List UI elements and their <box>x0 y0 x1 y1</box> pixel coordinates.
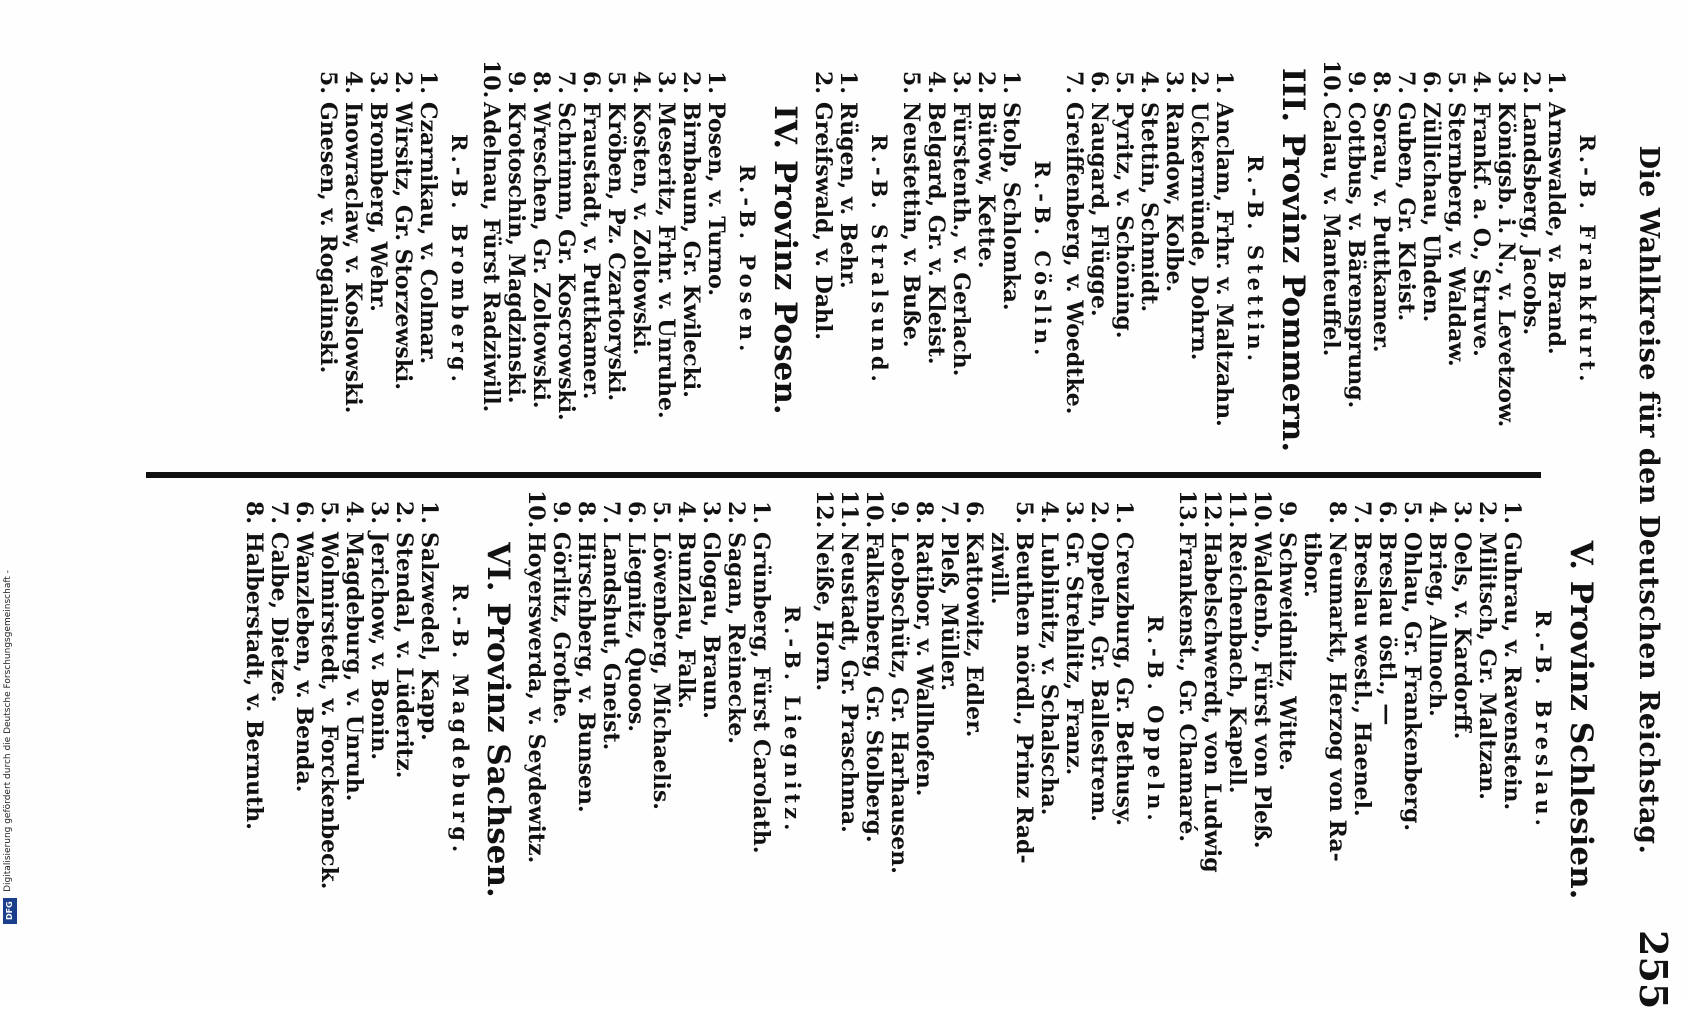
constituency-row <box>748 490 773 950</box>
constituency-row <box>948 60 973 460</box>
district-heading: R.-B. Posen. <box>735 164 760 356</box>
constituency-row <box>1374 490 1399 950</box>
constituency-text: Oels, v. Kardorff. <box>1449 532 1475 740</box>
column-divider <box>146 472 1541 478</box>
constituency-number: 8. <box>241 501 267 524</box>
constituency-number: 3. <box>1449 501 1475 524</box>
constituency-text: Oppeln, Gr. Ballestrem. <box>1086 532 1112 822</box>
constituency-number: 5. <box>1111 71 1137 94</box>
constituency-text: Stolp, Schlomka. <box>998 102 1024 311</box>
constituency-row <box>898 60 923 460</box>
district-heading: R.-B. Cöslin. <box>1030 160 1055 360</box>
constituency-text: Löwenberg, Michaelis. <box>648 532 674 810</box>
constituency-text: Sorau, v. Puttkamer. <box>1368 102 1394 353</box>
page-number: 255 <box>1631 930 1676 1009</box>
constituency-number: 3. <box>948 71 974 94</box>
constituency-number: 1. <box>1111 501 1137 524</box>
constituency-text: Bunzlau, Falk. <box>673 532 699 709</box>
constituency-text: Grünberg, Fürst Carolath. <box>748 532 774 854</box>
constituency-number: 1. <box>415 71 441 94</box>
constituency-text: Frankf. a. O., Struve. <box>1468 102 1494 357</box>
running-title: Die Wahlkreise für den Deutschen Reichstag. <box>1633 145 1664 855</box>
constituency-text: Wanzleben, v. Benda. <box>291 532 317 793</box>
constituency-text: Guhrau, v. Ravenstein. <box>1499 532 1525 811</box>
constituency-number: 4. <box>923 71 949 94</box>
constituency-number: 6. <box>1086 71 1112 94</box>
constituency-text: Wirsitz, Gr. Storzewski. <box>390 102 416 391</box>
constituency-number: 4. <box>628 71 654 94</box>
constituency-text: Stettin, Schmidt. <box>1136 102 1162 313</box>
constituency-text: Naugard, Flügge. <box>1086 102 1112 317</box>
constituency-row <box>523 490 548 950</box>
section-heading: IV. Provinz Posen. <box>767 105 803 415</box>
constituency-number: 10. <box>523 490 549 529</box>
constituency-row <box>1368 60 1393 460</box>
constituency-row <box>1174 490 1199 950</box>
constituency-text: Greifswald, v. Dahl. <box>810 102 836 341</box>
constituency-text: Salzwedel, Kapp. <box>416 532 442 741</box>
constituency-text: Wreschen, Gr. Zoltowski. <box>528 102 554 409</box>
constituency-text: Habelschwerdt, von Ludwig <box>1199 532 1225 873</box>
constituency-number: 8. <box>1324 501 1350 524</box>
constituency-text: Rügen, v. Behr. <box>835 102 861 289</box>
constituency-text: Bromberg, Wehr. <box>365 102 391 312</box>
constituency-text: Brieg, Allnoch. <box>1424 532 1450 717</box>
constituency-row <box>598 490 623 950</box>
district-heading: R.-B. Liegnitz. <box>780 605 805 835</box>
constituency-number: 5. <box>648 501 674 524</box>
constituency-text: Calbe, Dietze. <box>266 532 292 703</box>
constituency-row <box>391 490 416 950</box>
constituency-number: 1. <box>1211 71 1237 94</box>
constituency-row <box>911 490 936 950</box>
constituency-number: 7. <box>1061 71 1087 94</box>
constituency-number: 6. <box>1418 71 1444 94</box>
constituency-number: 5. <box>315 71 341 94</box>
constituency-row <box>1086 60 1111 460</box>
constituency-number: 6. <box>1374 501 1400 524</box>
constituency-row <box>1224 490 1249 950</box>
constituency-number: 2. <box>1186 71 1212 94</box>
constituency-row <box>1136 60 1161 460</box>
constituency-text: Krotoschin, Magdzinski. <box>503 102 529 404</box>
constituency-row <box>390 60 415 460</box>
constituency-number <box>986 490 1011 532</box>
constituency-text: Hirschberg, v. Bunsen. <box>573 532 599 813</box>
constituency-number: 8. <box>1368 71 1394 94</box>
constituency-row <box>1499 490 1524 950</box>
constituency-text: Pleß, Müller. <box>936 532 962 692</box>
constituency-number: 11. <box>836 490 862 529</box>
constituency-row <box>861 490 886 950</box>
constituency-row <box>315 60 340 460</box>
constituency-row <box>291 490 316 950</box>
constituency-row <box>365 60 390 460</box>
constituency-number: 3. <box>1061 501 1087 524</box>
constituency-row <box>961 490 986 950</box>
constituency-text: Schweidnitz, Witte. <box>1274 532 1300 771</box>
constituency-text: Posen, v. Turno. <box>703 102 729 297</box>
constituency-row <box>1111 490 1136 950</box>
constituency-text: Calau, v. Manteuffel. <box>1318 102 1344 357</box>
constituency-row <box>1318 60 1343 460</box>
constituency-text: Breslau westl., Haenel. <box>1349 532 1375 817</box>
constituency-text: Halberstadt, v. Bernuth. <box>241 532 267 830</box>
constituency-row <box>811 490 836 950</box>
constituency-row <box>1518 60 1543 460</box>
constituency-number: 10. <box>1249 490 1275 529</box>
constituency-number: 1. <box>703 71 729 94</box>
constituency-number: 6. <box>578 71 604 94</box>
constituency-row <box>1199 490 1224 950</box>
constituency-text: Fürstenth., v. Gerlach. <box>948 102 974 377</box>
constituency-row <box>1543 60 1568 460</box>
constituency-number: 5. <box>316 501 342 524</box>
section-heading: III. Provinz Pommern. <box>1275 67 1311 453</box>
constituency-text: Leobschütz, Gr. Harhausen. <box>886 532 912 874</box>
district-heading: R.-B. Magdeburg. <box>448 583 473 857</box>
constituency-text: Neustettin, v. Buße. <box>898 102 924 348</box>
constituency-text: Landsberg, Jacobs. <box>1518 102 1544 336</box>
constituency-text: Kosten, v. Zoltowski. <box>628 102 654 356</box>
constituency-row <box>1493 60 1518 460</box>
constituency-number: 4. <box>341 501 367 524</box>
constituency-row <box>1299 490 1324 950</box>
constituency-number: 13. <box>1174 490 1200 529</box>
constituency-row <box>1324 490 1349 950</box>
constituency-text: Cottbus, v. Bärensprung. <box>1343 102 1369 409</box>
constituency-row <box>623 490 648 950</box>
constituency-text: Stendal, v. Lüderitz. <box>391 532 417 779</box>
constituency-row <box>241 490 266 950</box>
constituency-number: 9. <box>1343 71 1369 94</box>
constituency-number: 12. <box>811 490 837 529</box>
constituency-row <box>923 60 948 460</box>
district-heading: R.-B. Frankfurt. <box>1575 134 1600 386</box>
constituency-text: Lublinitz, v. Schalscha. <box>1036 532 1062 816</box>
constituency-text: Kattowitz, Edler. <box>961 532 987 738</box>
constituency-row <box>986 490 1011 950</box>
constituency-row <box>998 60 1023 460</box>
constituency-text: Beuthen nördl., Prinz Rad- <box>1011 532 1037 864</box>
constituency-text: Neustadt, Gr. Praschma. <box>836 532 862 833</box>
constituency-row <box>723 490 748 950</box>
constituency-row <box>366 490 391 950</box>
constituency-row <box>266 490 291 950</box>
district-heading: R.-B. Bromberg. <box>447 134 472 386</box>
constituency-text: Frankenst., Gr. Chamaré. <box>1174 532 1200 843</box>
constituency-row <box>1393 60 1418 460</box>
constituency-row <box>1061 490 1086 950</box>
constituency-number: 4. <box>673 501 699 524</box>
constituency-row <box>503 60 528 460</box>
constituency-row <box>936 490 961 950</box>
section-heading: V. Provinz Schlesien. <box>1563 540 1599 900</box>
section-heading: VI. Provinz Sachsen. <box>480 542 516 898</box>
constituency-text: Sternberg, v. Waldaw. <box>1443 102 1469 367</box>
constituency-number: 4. <box>340 71 366 94</box>
constituency-text: Ohlau, Gr. Frankenberg. <box>1399 532 1425 832</box>
constituency-row <box>1343 60 1368 460</box>
constituency-number: 5. <box>1443 71 1469 94</box>
constituency-number: 2. <box>1474 501 1500 524</box>
constituency-row <box>415 60 440 460</box>
constituency-text: Kröben, Pz. Czartoryski. <box>603 102 629 402</box>
constituency-row <box>316 490 341 950</box>
constituency-number: 4. <box>1136 71 1162 94</box>
constituency-row <box>836 490 861 950</box>
constituency-row <box>1443 60 1468 460</box>
constituency-row <box>886 490 911 950</box>
constituency-row <box>1474 490 1499 950</box>
constituency-text: Neiße, Horn. <box>811 532 837 692</box>
constituency-text: Guben, Gr. Kleist. <box>1393 102 1419 322</box>
constituency-number: 5. <box>1011 501 1037 524</box>
constituency-row <box>341 490 366 950</box>
constituency-number: 9. <box>548 501 574 524</box>
constituency-number: 10. <box>1318 60 1344 99</box>
constituency-row <box>1418 60 1443 460</box>
constituency-row <box>416 490 441 950</box>
constituency-text: Gnesen, v. Rogalinski. <box>315 102 341 374</box>
constituency-text: Glogau, Braun. <box>698 532 724 719</box>
constituency-row <box>1111 60 1136 460</box>
constituency-text: Görlitz, Grothe. <box>548 532 574 725</box>
constituency-number: 10. <box>478 60 504 99</box>
constituency-number: 3. <box>366 501 392 524</box>
constituency-number: 3. <box>1493 71 1519 94</box>
constituency-text: Militsch, Gr. Maltzan. <box>1474 532 1500 800</box>
constituency-row <box>1011 490 1036 950</box>
constituency-number: 2. <box>391 501 417 524</box>
constituency-number: 2. <box>1518 71 1544 94</box>
constituency-number: 4. <box>1424 501 1450 524</box>
constituency-number: 9. <box>503 71 529 94</box>
constituency-row <box>1274 490 1299 950</box>
constituency-row <box>1061 60 1086 460</box>
constituency-number: 10. <box>861 490 887 529</box>
constituency-row <box>603 60 628 460</box>
constituency-text: Belgard, Gr. v. Kleist. <box>923 102 949 365</box>
constituency-text: Meseritz, Frhr. v. Unruhe. <box>653 102 679 419</box>
dfg-logo: DFG <box>3 898 17 924</box>
constituency-number: 2. <box>678 71 704 94</box>
constituency-text: Jerichow, v. Bonin. <box>366 532 392 761</box>
constituency-row <box>1036 490 1061 950</box>
constituency-text: Breslau östl., — <box>1374 532 1400 726</box>
constituency-number: 11. <box>1224 490 1250 529</box>
constituency-number: 5. <box>898 71 924 94</box>
constituency-number: 3. <box>365 71 391 94</box>
constituency-row <box>973 60 998 460</box>
constituency-text: Liegnitz, Quoos. <box>623 532 649 733</box>
constituency-number: 8. <box>911 501 937 524</box>
constituency-number: 9. <box>1274 501 1300 524</box>
left-column <box>315 60 1606 460</box>
constituency-row <box>1399 490 1424 950</box>
constituency-row <box>835 60 860 460</box>
constituency-text: Inowraclaw, v. Koslowski. <box>340 102 366 414</box>
constituency-number: 3. <box>653 71 679 94</box>
constituency-row <box>1349 490 1374 950</box>
constituency-number: 2. <box>810 71 836 94</box>
constituency-number: 1. <box>1543 71 1569 94</box>
constituency-text: Hoyerswerda, v. Seydewitz. <box>523 532 549 864</box>
constituency-number: 6. <box>961 501 987 524</box>
credit-text: Digitalisierung gefördert durch die Deutsche Forschungsgemeinschaft - <box>3 570 13 892</box>
constituency-row <box>1249 490 1274 950</box>
constituency-text: Neumarkt, Herzog von Ra- <box>1324 532 1350 862</box>
constituency-text: Greiffenberg, v. Woedtke. <box>1061 102 1087 415</box>
constituency-row <box>648 490 673 950</box>
constituency-row <box>703 60 728 460</box>
constituency-row <box>1186 60 1211 460</box>
constituency-text: Königsb. i. N., v. Levetzow. <box>1493 102 1519 428</box>
constituency-row <box>1161 60 1186 460</box>
constituency-number: 2. <box>390 71 416 94</box>
constituency-text: Fraustadt, v. Puttkamer. <box>578 102 604 400</box>
constituency-number: 5. <box>1399 501 1425 524</box>
constituency-text: Landshut, Gneist. <box>598 532 624 751</box>
constituency-number: 1. <box>416 501 442 524</box>
constituency-row <box>698 490 723 950</box>
right-column <box>241 490 1606 950</box>
constituency-text: Bütow, Kette. <box>973 102 999 269</box>
constituency-text: Magdeburg, v. Unruh. <box>341 532 367 802</box>
constituency-row <box>628 60 653 460</box>
constituency-row <box>673 490 698 950</box>
constituency-text: Anclam, Frhr. v. Maltzahn. <box>1211 102 1237 427</box>
constituency-number: 7. <box>598 501 624 524</box>
constituency-number: 1. <box>1499 501 1525 524</box>
constituency-number: 8. <box>573 501 599 524</box>
constituency-row <box>578 60 603 460</box>
constituency-text: Randow, Kolbe. <box>1161 102 1187 293</box>
constituency-text: Creuzburg, Gr. Bethusy. <box>1111 532 1137 826</box>
district-heading: R.-B. Breslau. <box>1531 609 1556 830</box>
district-heading: R.-B. Stralsund. <box>867 134 892 386</box>
constituency-row <box>1211 60 1236 460</box>
constituency-number: 4. <box>1468 71 1494 94</box>
constituency-text: tibor. <box>1299 532 1325 598</box>
constituency-text: ziwill. <box>986 532 1012 605</box>
constituency-text: Reichenbach, Kapell. <box>1224 532 1250 794</box>
constituency-row <box>1468 60 1493 460</box>
constituency-row <box>573 490 598 950</box>
constituency-number: 12. <box>1199 490 1225 529</box>
district-heading: R.-B. Oppeln. <box>1143 615 1168 825</box>
constituency-text: Züllichau, Uhden. <box>1418 102 1444 323</box>
constituency-text: Adelnau, Fürst Radziwill. <box>478 102 504 413</box>
constituency-row <box>340 60 365 460</box>
constituency-text: Schrimm, Gr. Koscrowski. <box>553 102 579 421</box>
constituency-number: 1. <box>835 71 861 94</box>
constituency-row <box>678 60 703 460</box>
constituency-text: Uckermünde, Dohrn. <box>1186 102 1212 361</box>
constituency-number: 6. <box>291 501 317 524</box>
constituency-text: Pyritz, v. Schöning. <box>1111 102 1137 339</box>
constituency-text: Czarnikau, v. Colmar. <box>415 102 441 365</box>
constituency-row <box>548 490 573 950</box>
constituency-number: 2. <box>1086 501 1112 524</box>
constituency-text: Falkenberg, Gr. Stolberg. <box>861 532 887 843</box>
constituency-number: 7. <box>936 501 962 524</box>
constituency-number: 3. <box>698 501 724 524</box>
constituency-row <box>478 60 503 460</box>
constituency-row <box>1424 490 1449 950</box>
constituency-number: 3. <box>1161 71 1187 94</box>
constituency-text: Ratibor, v. Wallhofen. <box>911 532 937 797</box>
constituency-row <box>810 60 835 460</box>
constituency-number: 7. <box>553 71 579 94</box>
constituency-text: Sagan, Reinecke. <box>723 532 749 745</box>
constituency-number: 1. <box>998 71 1024 94</box>
constituency-number: 2. <box>723 501 749 524</box>
constituency-number: 7. <box>266 501 292 524</box>
constituency-text: Wolmirstedt, v. Forckenbeck. <box>316 532 342 890</box>
constituency-number: 4. <box>1036 501 1062 524</box>
constituency-number: 7. <box>1393 71 1419 94</box>
district-heading: R.-B. Stettin. <box>1243 154 1268 366</box>
constituency-row <box>528 60 553 460</box>
constituency-number: 8. <box>528 71 554 94</box>
constituency-number: 2. <box>973 71 999 94</box>
constituency-number: 1. <box>748 501 774 524</box>
constituency-row <box>1449 490 1474 950</box>
constituency-text: Waldenb., Fürst von Pleß. <box>1249 532 1275 849</box>
constituency-text: Gr. Strehlitz, Franz. <box>1061 532 1087 776</box>
constituency-number: 7. <box>1349 501 1375 524</box>
constituency-row <box>553 60 578 460</box>
constituency-number <box>1299 490 1324 532</box>
constituency-number: 9. <box>886 501 912 524</box>
constituency-text: Arnswalde, v. Brand. <box>1543 102 1569 355</box>
constituency-number: 6. <box>623 501 649 524</box>
constituency-text: Birnbaum, Gr. Kwilecki. <box>678 102 704 398</box>
constituency-number: 5. <box>603 71 629 94</box>
constituency-row <box>653 60 678 460</box>
constituency-row <box>1086 490 1111 950</box>
